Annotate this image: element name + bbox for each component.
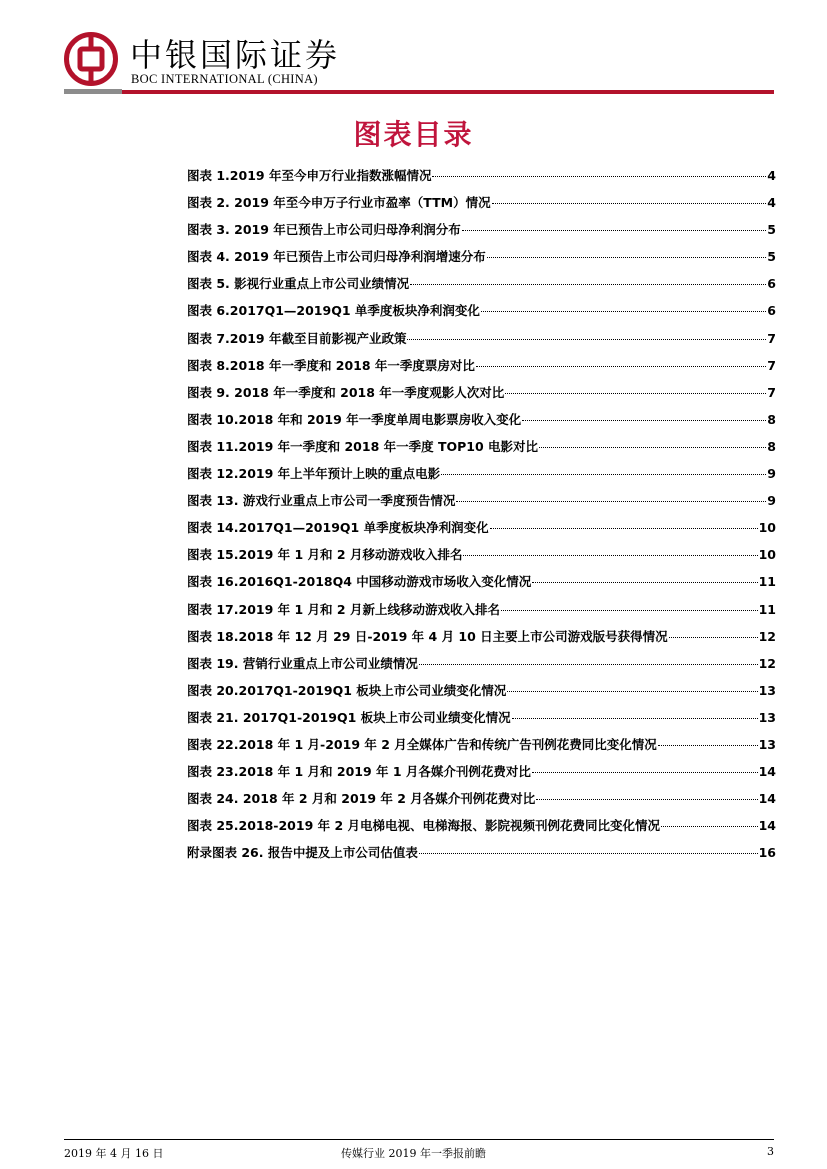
footer-page-number: 3 <box>767 1145 774 1158</box>
toc-dot-leader <box>462 230 767 231</box>
toc-dot-leader <box>532 582 757 583</box>
toc-entry-page: 12 <box>758 628 776 644</box>
toc-entry-page: 14 <box>758 791 776 807</box>
toc-entry[interactable] <box>187 843 776 870</box>
toc-entry-label: 图表 1.2019 年至今申万行业指数涨幅情况 <box>187 168 432 183</box>
toc-entry-label: 图表 21. 2017Q1-2019Q1 板块上市公司业绩变化情况 <box>187 709 511 725</box>
boc-logo-icon <box>64 32 118 90</box>
toc-entry-label: 图表 3. 2019 年已预告上市公司归母净利润分布 <box>187 222 461 238</box>
toc-dot-leader <box>661 826 758 827</box>
toc-entry-page: 10 <box>758 520 776 536</box>
toc-entry-page: 8 <box>767 411 776 427</box>
toc-entry[interactable] <box>187 762 776 789</box>
toc-entry-page: 6 <box>767 276 776 292</box>
toc-entry[interactable] <box>187 301 776 328</box>
toc-entry[interactable] <box>187 654 776 681</box>
toc-entry-page: 7 <box>767 384 776 400</box>
toc-entry[interactable] <box>187 627 776 654</box>
toc-dot-leader <box>532 772 758 773</box>
toc-entry-label: 图表 4. 2019 年已预告上市公司归母净利润增速分布 <box>187 249 486 265</box>
toc-entry[interactable] <box>187 356 776 383</box>
toc-dot-leader <box>487 257 767 258</box>
toc-entry-label: 图表 15.2019 年 1 月和 2 月移动游戏收入排名 <box>187 547 463 563</box>
toc-dot-leader <box>536 799 757 800</box>
toc-entry[interactable] <box>187 600 776 627</box>
brand-name-en: BOC INTERNATIONAL (CHINA) <box>131 72 318 86</box>
toc-dot-leader <box>410 284 766 285</box>
toc-dot-leader <box>490 528 758 529</box>
toc-entry-label: 图表 25.2018-2019 年 2 月电梯电视、电梯海报、影院视频刊例花费同比变化情况 <box>187 818 661 834</box>
toc-entry-label: 图表 10.2018 年和 2019 年一季度单周电影票房收入变化 <box>187 411 522 427</box>
toc-entry[interactable] <box>187 681 776 708</box>
toc-entry[interactable] <box>187 708 776 735</box>
toc-entry-label: 图表 24. 2018 年 2 月和 2019 年 2 月各媒介刊例花费对比 <box>187 791 536 807</box>
toc-entry-label: 图表 16.2016Q1-2018Q4 中国移动游戏市场收入变化情况 <box>187 574 532 590</box>
toc-entry-label: 图表 18.2018 年 12 月 29 日-2019 年 4 月 10 日主要上市公司游戏版号获得情况 <box>187 628 668 644</box>
footer-rule <box>64 1139 774 1140</box>
toc-entry[interactable] <box>187 491 776 518</box>
toc-entry-page: 4 <box>767 195 776 211</box>
toc-entry-label: 图表 13. 游戏行业重点上市公司一季度预告情况 <box>187 493 456 509</box>
toc-entry-page: 5 <box>767 222 776 238</box>
toc-entry[interactable] <box>187 464 776 491</box>
toc-entry-page: 11 <box>758 601 776 617</box>
toc-entry-label: 附录图表 26. 报告中提及上市公司估值表 <box>187 845 418 861</box>
toc-entry-page: 7 <box>767 330 776 346</box>
toc-dot-leader <box>463 555 757 556</box>
toc-entry-page: 4 <box>767 168 776 183</box>
toc-dot-leader <box>481 311 766 312</box>
toc-entry[interactable] <box>187 735 776 762</box>
toc-entry[interactable] <box>187 220 776 247</box>
toc-entry-page: 11 <box>758 574 776 590</box>
toc-entry[interactable] <box>187 545 776 572</box>
toc-dot-leader <box>407 339 766 340</box>
toc-entry[interactable] <box>187 274 776 301</box>
table-of-figures <box>187 166 776 870</box>
toc-dot-leader <box>512 718 758 719</box>
footer-date: 2019 年 4 月 16 日 <box>64 1147 164 1160</box>
toc-entry-page: 13 <box>758 682 776 698</box>
header-rule-gray <box>64 89 122 94</box>
toc-entry-page: 14 <box>758 764 776 780</box>
toc-entry-page: 13 <box>758 736 776 752</box>
toc-entry[interactable] <box>187 437 776 464</box>
toc-entry[interactable] <box>187 193 776 220</box>
brand-name-cn: 中银国际证券 <box>130 36 341 74</box>
toc-entry-label: 图表 23.2018 年 1 月和 2019 年 1 月各媒介刊例花费对比 <box>187 764 531 780</box>
toc-dot-leader <box>476 366 766 367</box>
toc-entry[interactable] <box>187 789 776 816</box>
toc-dot-leader <box>441 474 766 475</box>
toc-entry-label: 图表 19. 营销行业重点上市公司业绩情况 <box>187 655 418 671</box>
toc-entry-label: 图表 20.2017Q1-2019Q1 板块上市公司业绩变化情况 <box>187 682 507 698</box>
toc-entry-page: 10 <box>758 547 776 563</box>
page-title: 图表目录 <box>353 118 474 151</box>
toc-entry-page: 13 <box>758 709 776 725</box>
toc-entry[interactable] <box>187 329 776 356</box>
toc-entry-page: 14 <box>758 818 776 834</box>
toc-entry[interactable] <box>187 247 776 274</box>
header-rule-red <box>122 90 774 94</box>
footer-report-title: 传媒行业 2019 年一季报前瞻 <box>341 1147 486 1160</box>
toc-dot-leader <box>419 853 758 854</box>
toc-dot-leader <box>507 691 757 692</box>
toc-entry-label: 图表 9. 2018 年一季度和 2018 年一季度观影人次对比 <box>187 384 505 400</box>
toc-entry-page: 5 <box>767 249 776 265</box>
toc-entry[interactable] <box>187 166 776 193</box>
toc-dot-leader <box>501 610 758 611</box>
toc-dot-leader <box>669 637 758 638</box>
toc-dot-leader <box>658 745 758 746</box>
toc-dot-leader <box>419 664 758 665</box>
toc-entry-label: 图表 22.2018 年 1 月-2019 年 2 月全媒体广告和传统广告刊例花费同比变化情况 <box>187 736 657 752</box>
toc-dot-leader <box>456 501 766 502</box>
toc-entry-label: 图表 7.2019 年截至目前影视产业政策 <box>187 330 407 346</box>
toc-entry[interactable] <box>187 816 776 843</box>
toc-entry-page: 9 <box>767 466 776 482</box>
toc-entry-page: 16 <box>758 845 776 861</box>
toc-entry-page: 12 <box>758 655 776 671</box>
toc-entry-label: 图表 11.2019 年一季度和 2018 年一季度 TOP10 电影对比 <box>187 438 539 454</box>
toc-entry-page: 8 <box>767 438 776 454</box>
toc-entry-label: 图表 17.2019 年 1 月和 2 月新上线移动游戏收入排名 <box>187 601 500 617</box>
toc-dot-leader <box>432 176 766 177</box>
toc-entry-page: 9 <box>767 493 776 509</box>
toc-entry-label: 图表 5. 影视行业重点上市公司业绩情况 <box>187 276 410 292</box>
toc-entry[interactable] <box>187 572 776 599</box>
toc-entry-label: 图表 14.2017Q1—2019Q1 单季度板块净利润变化 <box>187 520 489 536</box>
toc-entry-label: 图表 6.2017Q1—2019Q1 单季度板块净利润变化 <box>187 303 480 319</box>
toc-entry-label: 图表 8.2018 年一季度和 2018 年一季度票房对比 <box>187 357 475 373</box>
toc-entry-label: 图表 12.2019 年上半年预计上映的重点电影 <box>187 466 441 482</box>
toc-dot-leader <box>522 420 766 421</box>
toc-dot-leader <box>539 447 766 448</box>
toc-entry[interactable] <box>187 410 776 437</box>
toc-entry[interactable] <box>187 383 776 410</box>
toc-entry-label: 图表 2. 2019 年至今申万子行业市盈率（TTM）情况 <box>187 195 491 211</box>
toc-entry-page: 7 <box>767 357 776 373</box>
toc-entry[interactable] <box>187 518 776 545</box>
toc-entry-page: 6 <box>767 303 776 319</box>
toc-dot-leader <box>505 393 766 394</box>
toc-dot-leader <box>492 203 767 204</box>
